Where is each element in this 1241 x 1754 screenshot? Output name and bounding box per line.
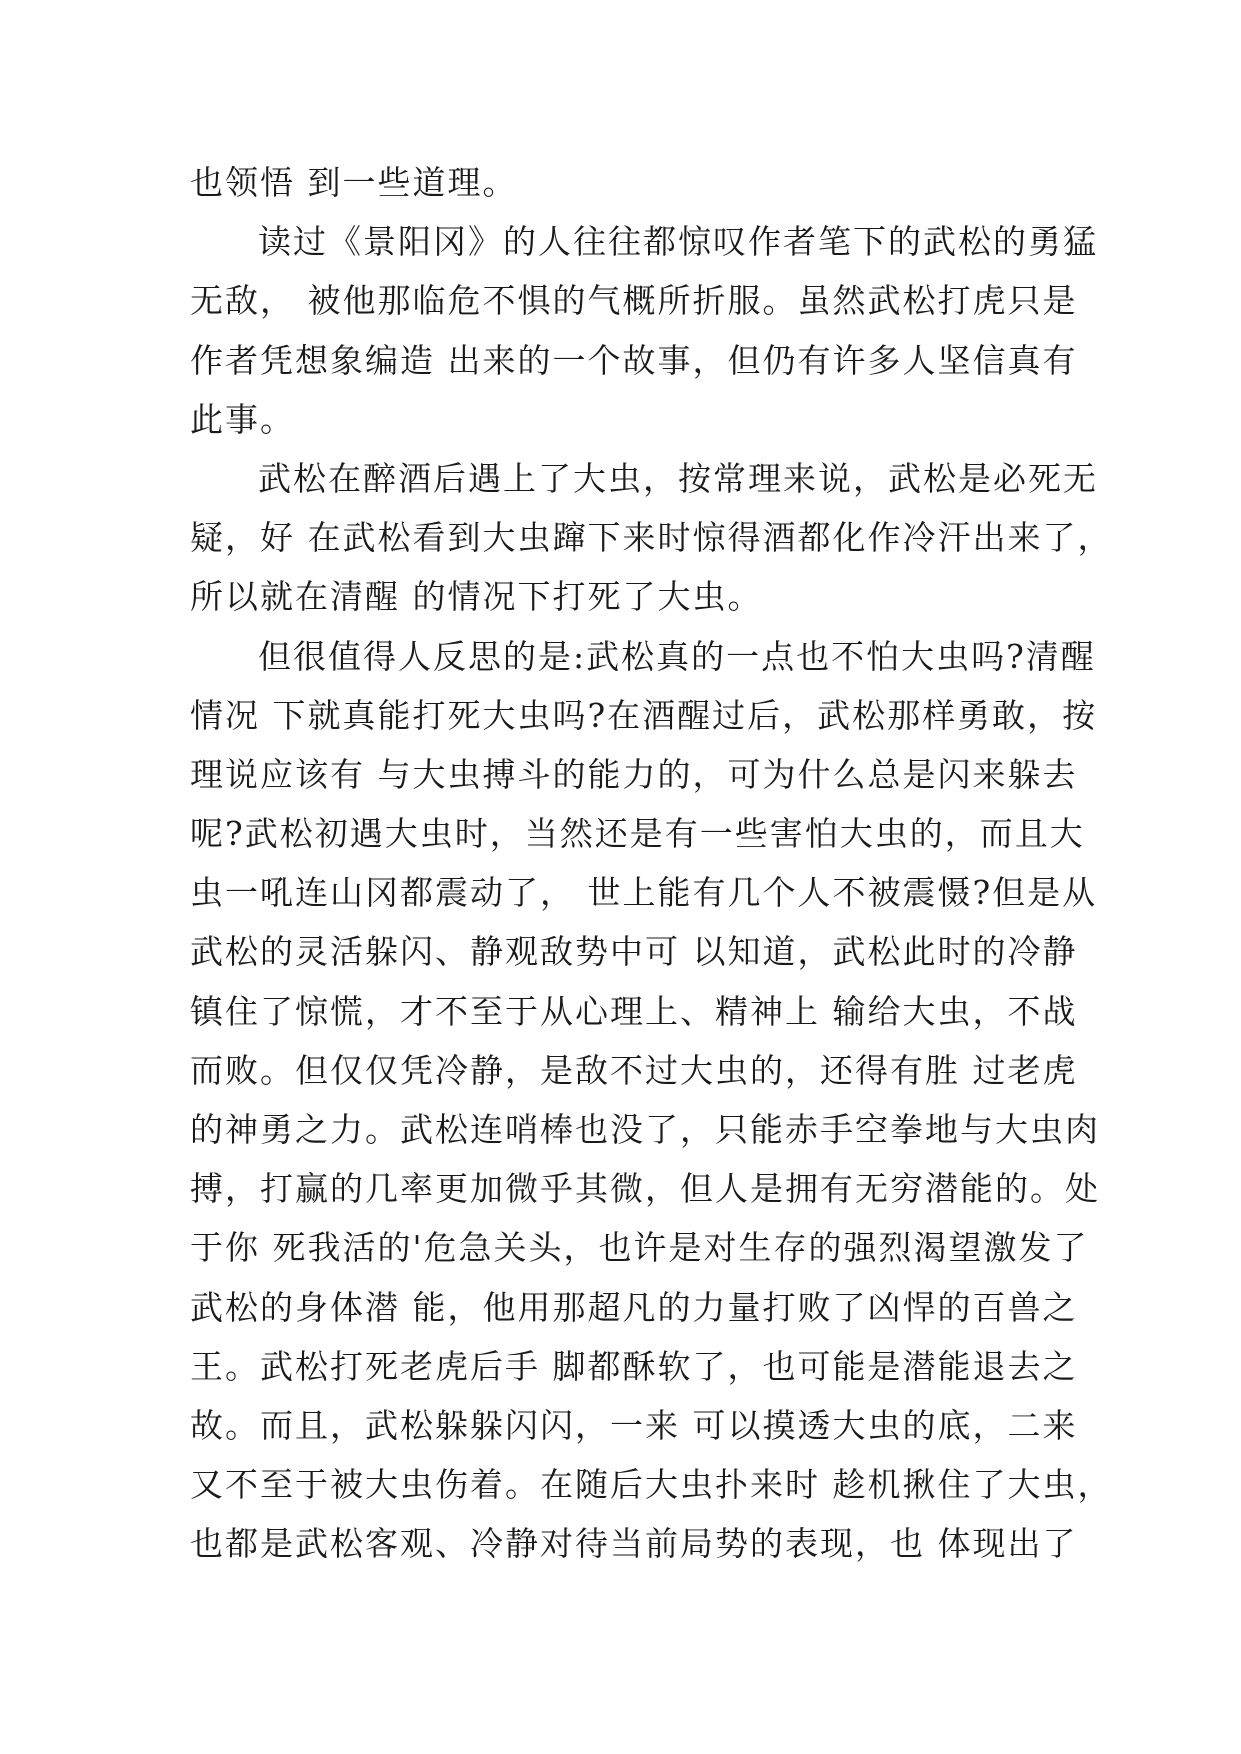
text-line: 故。而且，武松躲躲闪闪，一来 可以摸透大虫的底，二来 [190,1405,1078,1445]
text-line: 情况 下就真能打死大虫吗?在酒醒过后，武松那样勇敢，按 [190,695,1098,735]
text-line: 所以就在清醒 的情况下打死了大虫。 [190,577,763,617]
text-line: 武松的灵活躲闪、静观敌势中可 以知道，武松此时的冷静 [190,932,1078,972]
paragraph-start-line: 武松在醉酒后遇上了大虫，按常理来说，武松是必死无 [258,458,1098,498]
text-line: 无敌， 被他那临危不惧的气概所折服。虽然武松打虎只是 [190,281,1078,321]
text-line: 虫一吼连山冈都震动了， 世上能有几个人不被震慑?但是从 [190,873,1098,913]
text-line: 理说应该有 与大虫搏斗的能力的，可为什么总是闪来躲去 [190,754,1078,794]
text-line: 武松的身体潜 能，他用那超凡的力量打败了凶悍的百兽之 [190,1287,1078,1327]
text-line: 于你 死我活的'危急关头，也许是对生存的强烈渴望激发了 [190,1228,1089,1268]
text-line: 王。武松打死老虎后手 脚都酥软了，也可能是潜能退去之 [190,1346,1078,1386]
text-line: 也领悟 到一些道理。 [190,163,518,202]
paragraph-start-line: 但很值得人反思的是:武松真的一点也不怕大虫吗?清醒 [258,636,1096,676]
text-line: 的神勇之力。武松连哨棒也没了，只能赤手空拳地与大虫肉 [190,1110,1100,1149]
body-text [190,153,1113,1574]
text-line: 呢?武松初遇大虫时，当然还是有一些害怕大虫的，而且大 [190,814,1085,854]
text-line: 镇住了惊慌，才不至于从心理上、精神上 输给大虫，不战 [190,991,1078,1031]
text-line: 也都是武松客观、冷静对待当前局势的表现，也 体现出了 [190,1524,1078,1564]
text-line: 搏，打赢的几率更加微乎其微，但人是拥有无穷潜能的。处 [190,1169,1100,1209]
text-line: 又不至于被大虫伤着。在随后大虫扑来时 趁机揪住了大虫， [190,1465,1113,1505]
text-line: 疑，好 在武松看到大虫蹿下来时惊得酒都化作冷汗出来了， [190,518,1113,558]
paragraph-start-line: 读过《景阳冈》的人往往都惊叹作者笔下的武松的勇猛 [258,222,1098,262]
text-line: 作者凭想象编造 出来的一个故事，但仍有许多人坚信真有 [190,340,1078,380]
text-line: 而败。但仅仅凭冷静，是敌不过大虫的，还得有胜 过老虎 [190,1050,1078,1090]
text-line: 此事。 [190,399,295,439]
